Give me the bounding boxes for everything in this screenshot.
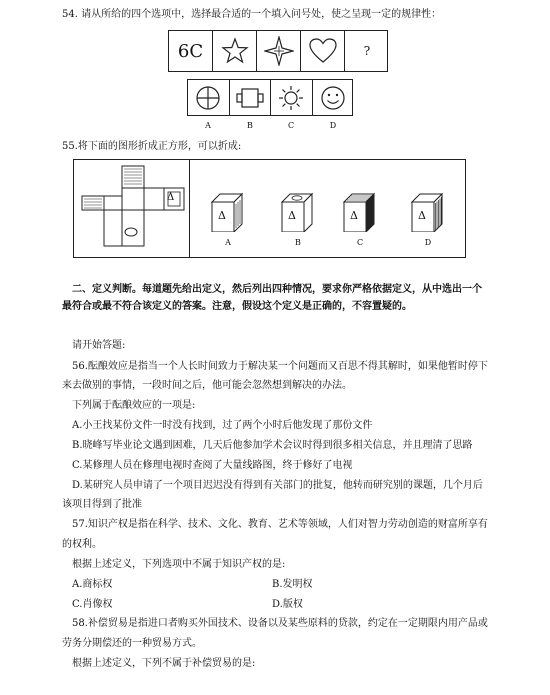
q55-figure-box [73, 159, 466, 258]
q55-option-a-cube[interactable] [210, 192, 244, 232]
q54-6c-text: 6C [177, 40, 204, 62]
q57-option-d[interactable]: D.版权 [272, 599, 303, 610]
q54-option-a-cell[interactable] [188, 80, 230, 115]
q54-cell-4 [301, 31, 345, 71]
q55-b-delta: Δ [288, 209, 296, 222]
q54-option-b-cell[interactable] [230, 80, 272, 115]
q54-option-b-label: B [247, 121, 253, 130]
q54-option-a-label: A [205, 121, 211, 130]
sun-icon [277, 84, 305, 112]
start-answering: 请开始答题: [72, 340, 126, 351]
q55-divider [189, 160, 190, 257]
q55-option-b-label: B [295, 238, 301, 247]
q56-option-b[interactable]: B.晓峰写毕业论文遇到困难，几天后他参加学术会议时得到很多相关信息，并且理清了思路 [72, 440, 473, 451]
q56-stem-line1: 56.酝酿效应是指当一个人长时间致力于解决某一个问题而又百思不得其解时，如果他暂时停下 [72, 361, 488, 372]
square-lugs-icon [236, 85, 264, 111]
q55-option-d-cube[interactable] [410, 192, 444, 232]
heart-outline-icon [309, 38, 337, 64]
q56-option-c[interactable]: C.某修理人员在修理电视时查阅了大量线路图，终于修好了电视 [72, 460, 353, 471]
q56-prompt: 下列属于酝酿效应的一项是: [72, 400, 196, 411]
q57-option-a[interactable]: A.商标权 [72, 579, 113, 590]
q58-stem-line2: 劳务分期偿还的一种贸易方式。 [62, 638, 202, 649]
section2-heading-cont: 最符合或最不符合该定义的答案。注意，假设这个定义是正确的，不容置疑的。 [62, 301, 412, 312]
q55-option-d-label: D [424, 238, 432, 247]
q54-title: 54. 请从所给的四个选项中，选择最合适的一个填入问号处，使之呈现一定的规律性： [62, 9, 442, 20]
star-outline-icon [221, 37, 249, 65]
q55-option-c-cube[interactable] [342, 192, 376, 232]
circle-cross-icon [195, 85, 221, 111]
q54-cell-2 [213, 31, 257, 71]
q55-cube-net [78, 164, 188, 256]
q54-option-c-cell[interactable] [271, 80, 313, 115]
q54-option-d-cell[interactable] [313, 80, 355, 115]
q56-option-d-line2: 该项目得到了批准 [62, 499, 142, 510]
q58-stem-line1: 58.补偿贸易是指进口者购买外国技术、设备以及某些原料的贷款，约定在一定期限内用产品或 [72, 618, 488, 629]
q57-option-c[interactable]: C.肖像权 [72, 599, 113, 610]
q55-option-a-label: A [225, 238, 231, 247]
q58-prompt: 根据上述定义，下列不属于补偿贸易的是: [72, 658, 256, 669]
q57-prompt: 根据上述定义，下列选项中不属于知识产权的是: [72, 559, 286, 570]
question-mark: ? [363, 44, 371, 58]
q55-c-delta: Δ [350, 209, 358, 222]
q54-cell-5 [345, 31, 389, 71]
q55-d-delta: Δ [418, 209, 426, 222]
q57-option-b[interactable]: B.发明权 [272, 579, 313, 590]
q57-stem-line1: 57.知识产权是指在科学、技术、文化、教育、艺术等领域，人们对智力劳动创造的财富所享有 [72, 519, 488, 530]
q55-a-delta: Δ [218, 209, 226, 222]
q55-title: 55.将下面的图形折成正方形，可以折成: [62, 141, 242, 152]
q54-sequence-box [168, 30, 388, 72]
q57-stem-line2: 的权利。 [62, 539, 102, 550]
q54-option-c-label: C [287, 121, 295, 130]
q55-option-b-cube[interactable] [280, 192, 314, 232]
q54-options-box [187, 79, 353, 116]
q56-option-a[interactable]: A.小王找某份文件一时没有找到，过了两个小时后他发现了那份文件 [72, 420, 373, 431]
q54-cell-1 [169, 31, 213, 71]
q55-option-c-label: C [356, 238, 364, 247]
q56-option-d-line1[interactable]: D.某研究人员申请了一个项目迟迟没有得到有关部门的批复，他转而研究别的课题，几个月后 [72, 480, 483, 491]
section2-heading: 二、定义判断。每道题先给出定义，然后列出四种情况，要求你严格依据定义，从中选出一个 [72, 284, 482, 295]
q54-cell-3 [257, 31, 301, 71]
q55-net-delta: Δ [167, 192, 175, 203]
four-point-star-icon [264, 36, 294, 66]
q54-option-d-label: D [329, 121, 337, 130]
smiley-face-icon [320, 85, 346, 111]
q56-stem-line2: 来去做别的事情，一段时间之后，他可能会忽然想到解决的办法。 [62, 380, 352, 391]
